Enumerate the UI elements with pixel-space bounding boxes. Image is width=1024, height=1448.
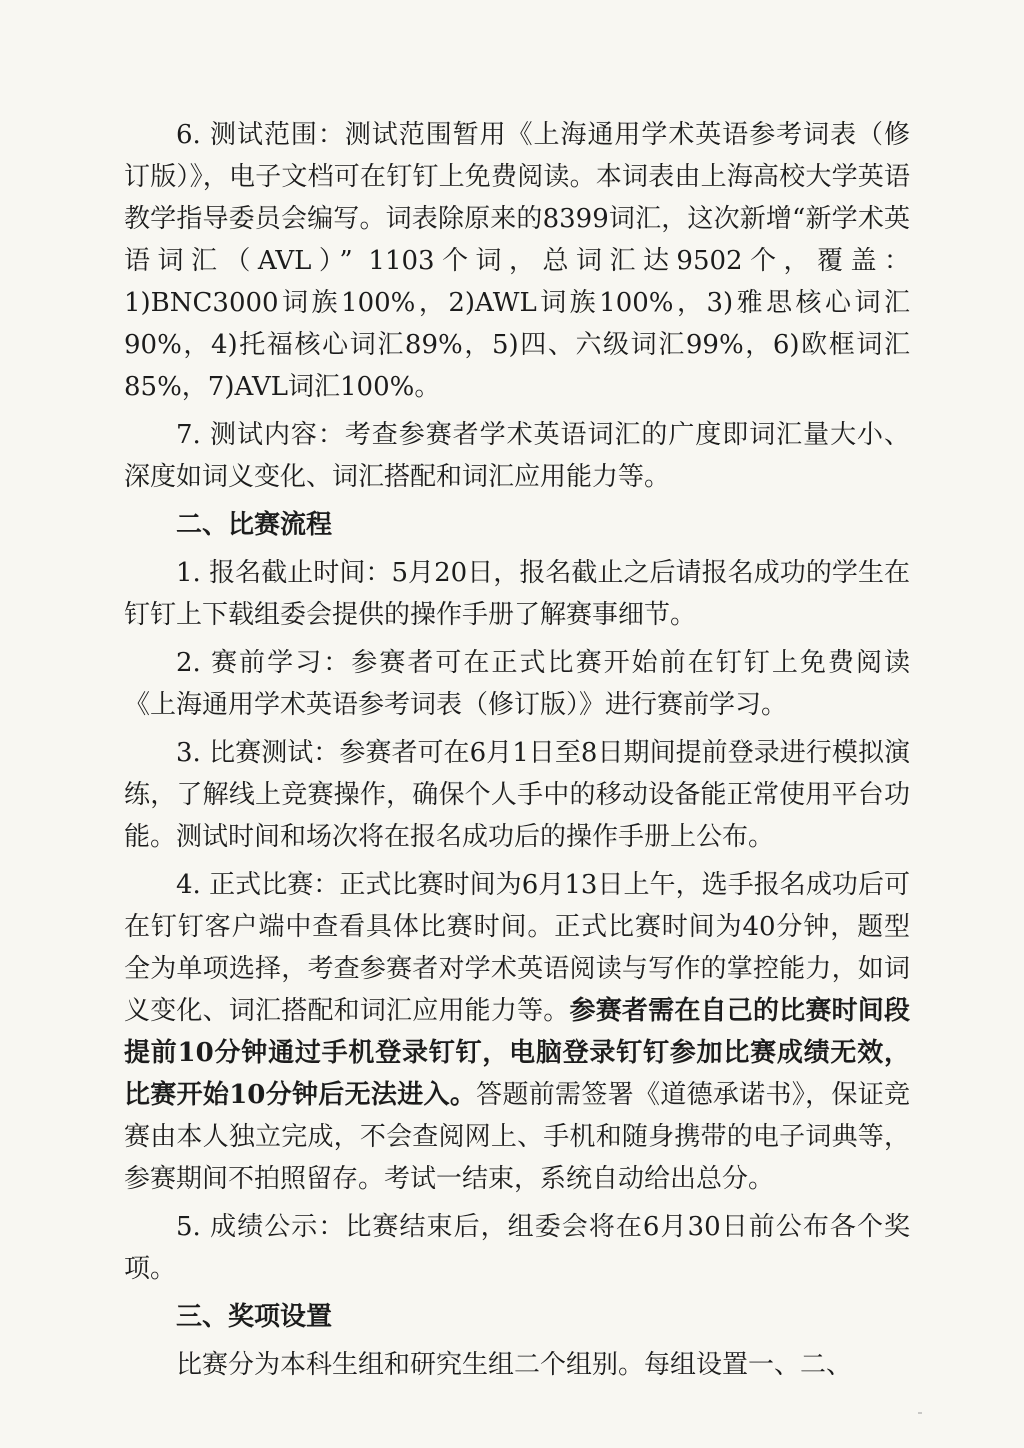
item-formal-competition [124,864,910,1200]
awards-paragraph: 比赛分为本科生组和研究生组二个组别。每组设置一、二、 [176,1350,853,1380]
formal-competition-text: 4. 正式比赛：正式比赛时间为6月13日上午，选手报名成功后可在钉钉客户端中查看具体比赛时间。正式比赛时间为40分钟，题型全为单项选择，考查参赛者对学术英语阅读与写作的掌控能力，如词义变化、词汇搭配和词汇应用能力等。 [124,870,910,1026]
item-results-announcement: 5. 成绩公示：比赛结束后，组委会将在6月30日前公布各个奖项。 [124,1212,910,1284]
section-heading-process: 二、比赛流程 [176,510,333,540]
item-registration-deadline: 1. 报名截止时间：5月20日，报名截止之后请报名成功的学生在钉钉上下载组委会提供的操作手册了解赛事细节。 [124,558,910,630]
formal-competition-text-continued: 答题前需签署《道德承诺书》，保证竞赛由本人独立完成，不会查阅网上、手机和随身携带的电子词典等，参赛期间不拍照留存。考试一结束，系统自动给出总分。 [124,1080,910,1194]
section-heading-awards: 三、奖项设置 [176,1302,333,1332]
item-pre-study: 2. 赛前学习：参赛者可在正式比赛开始前在钉钉上免费阅读《上海通用学术英语参考词表（修订版）》进行赛前学习。 [124,648,910,720]
document-body [124,114,910,1386]
formal-competition-bold-notice: 参赛者需在自己的比赛时间段提前10分钟通过手机登录钉钉，电脑登录钉钉参加比赛成绩无效，比赛开始10分钟后无法进入。 [124,996,910,1110]
item-test-scope: 6. 测试范围：测试范围暂用《上海通用学术英语参考词表（修订版）》，电子文档可在钉钉上免费阅读。本词表由上海高校大学英语教学指导委员会编写。词表除原来的8399词汇，这次新增“新学术英语词汇（AVL）” 1103个词，总词汇达9502个，覆盖：1)BNC3000词族100%，2)AWL词族100%，3)雅思核心词汇90%，4)托福核心词汇89%，5)四、六级词汇99%，6)欧框词汇85%，7)AVL词汇100%。 [124,120,910,402]
item-test-content: 7. 测试内容：考查参赛者学术英语词汇的广度即词汇量大小、深度如词义变化、词汇搭配和词汇应用能力等。 [124,420,910,492]
item-practice-test: 3. 比赛测试：参赛者可在6月1日至8日期间提前登录进行模拟演练，了解线上竞赛操作，确保个人手中的移动设备能正常使用平台功能。测试时间和场次将在报名成功后的操作手册上公布。 [124,738,910,852]
scan-speck [918,1412,922,1414]
